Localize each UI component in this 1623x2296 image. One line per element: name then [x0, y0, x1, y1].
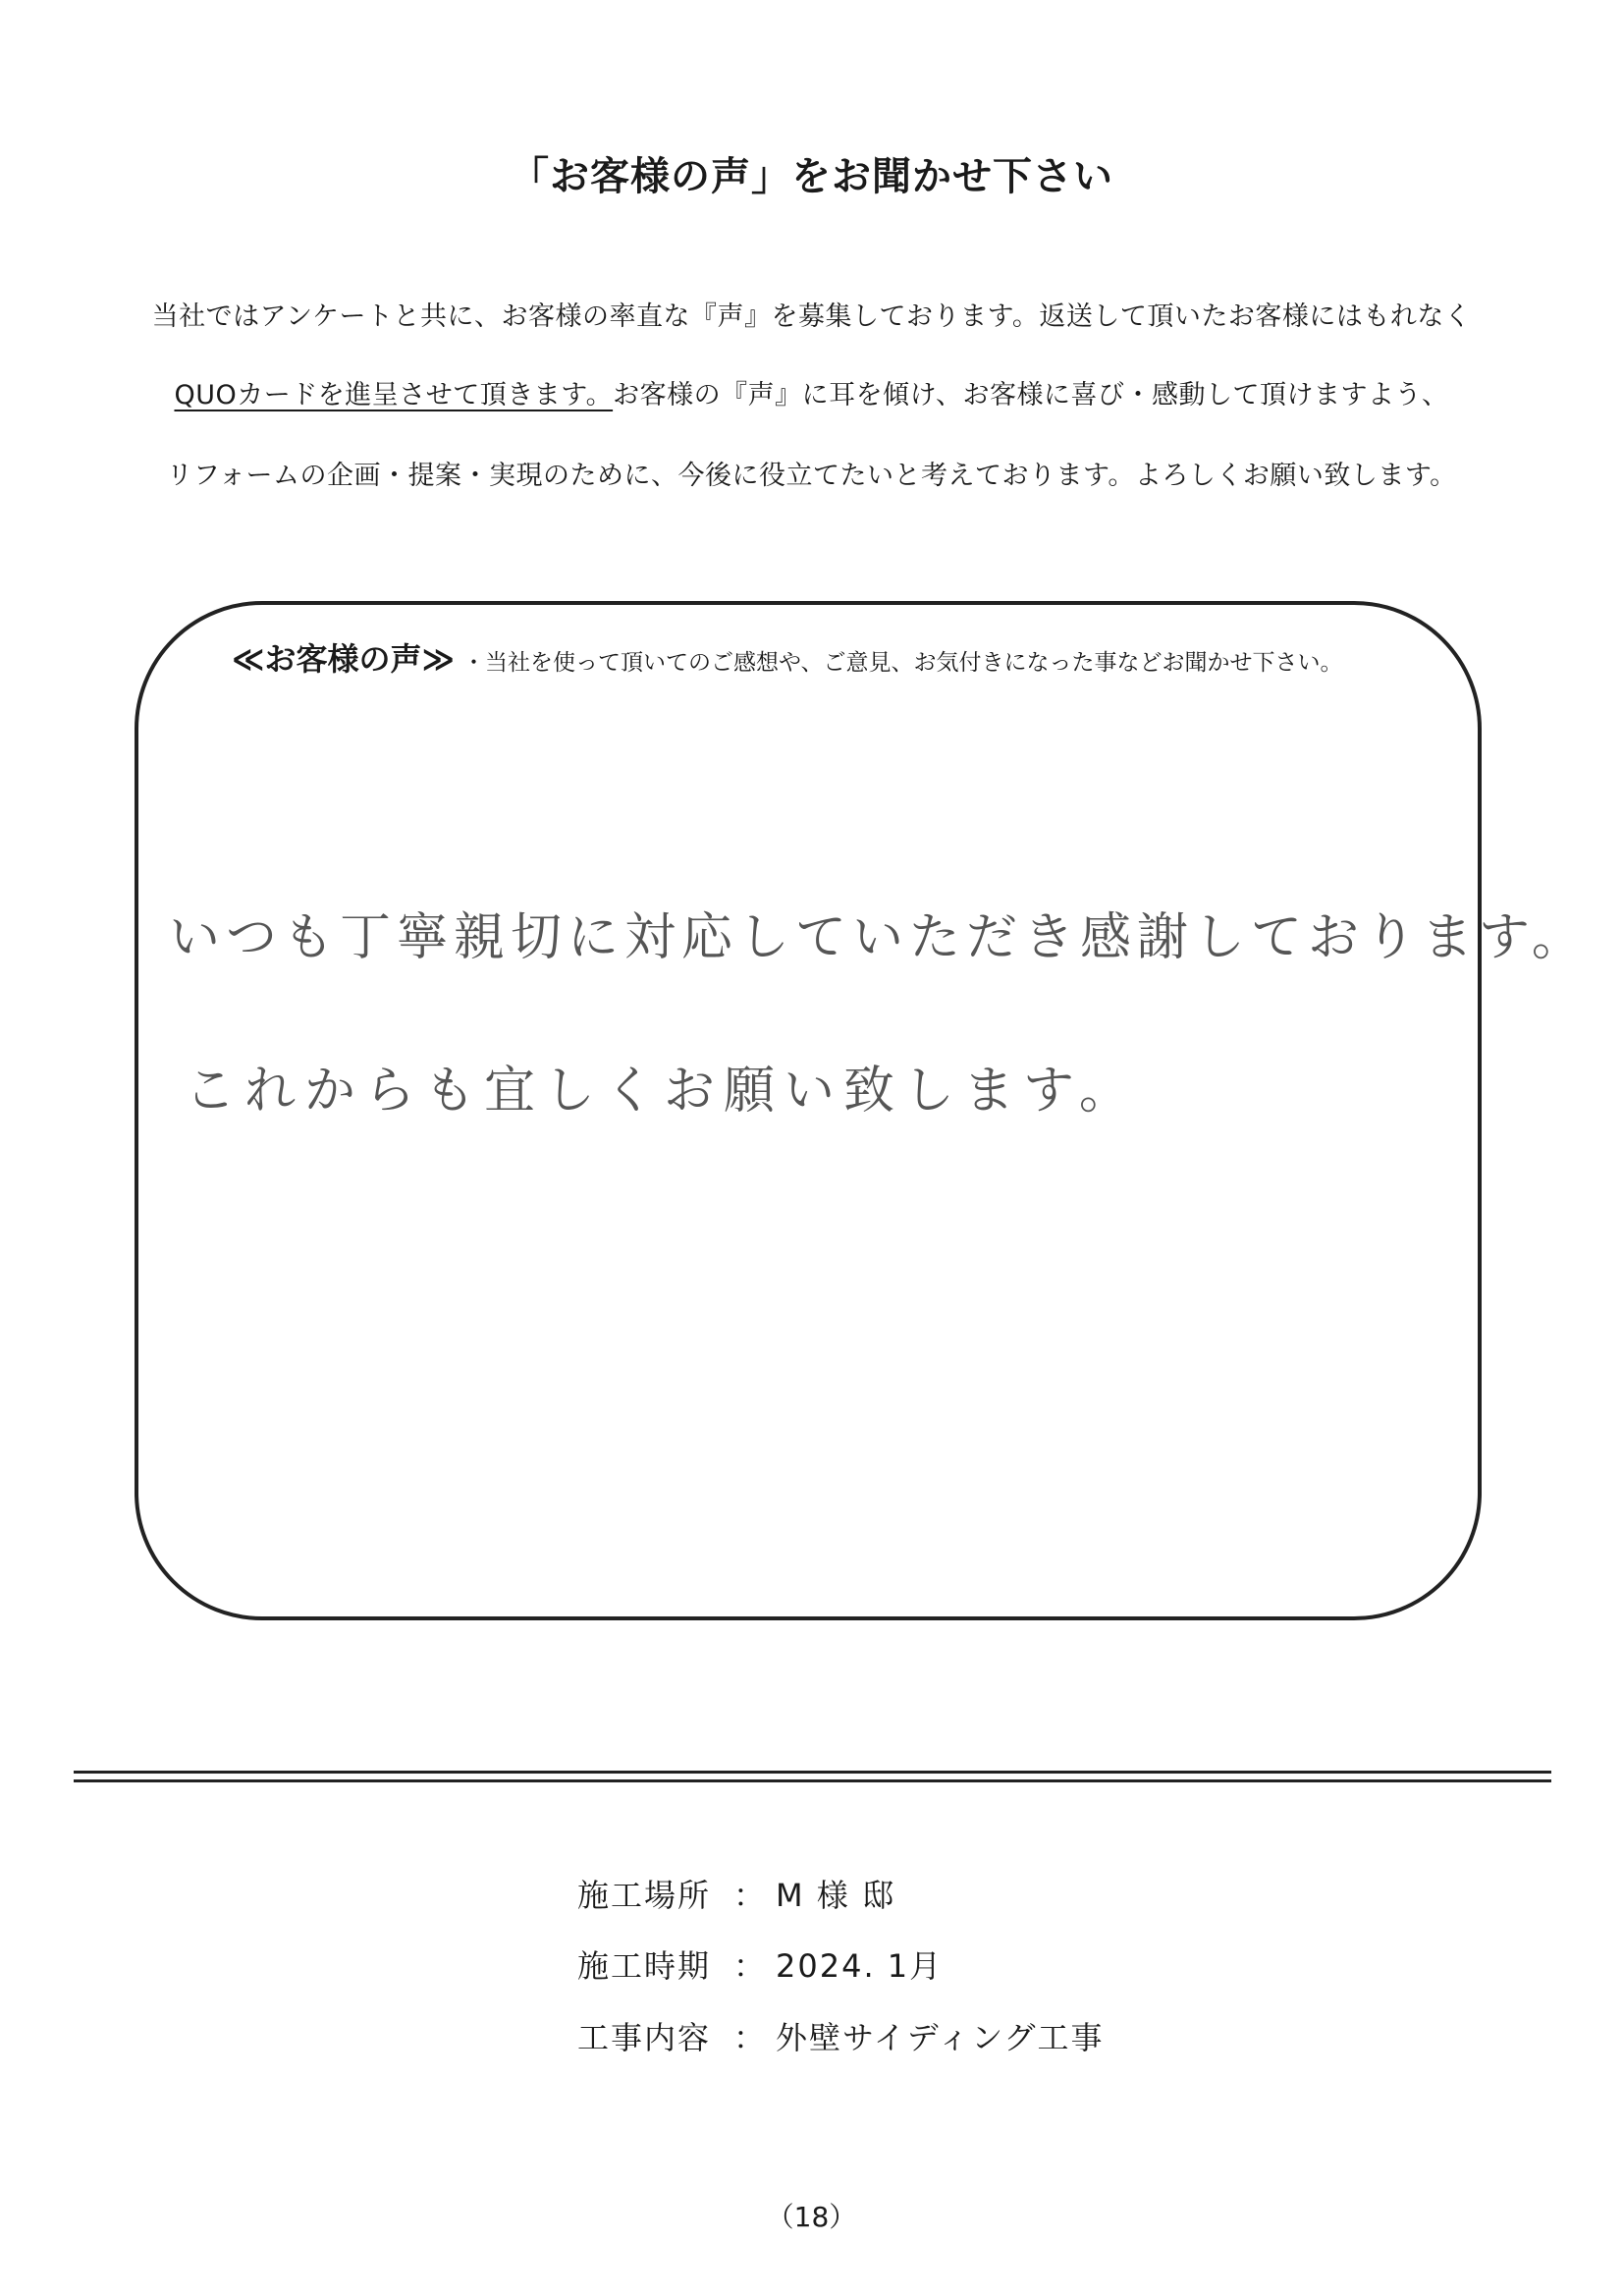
info-separator: ： [732, 1877, 767, 1914]
voice-heading-instruction: ・当社を使って頂いてのご感想や、ご意見、お気付きになった事などお聞かせ下さい。 [462, 650, 1343, 676]
quo-card-note: QUOカードを進呈させて頂きます。 [174, 380, 614, 410]
info-value: 2024. 1月 [776, 1947, 944, 1985]
intro-line-1: 当社ではアンケートと共に、お客様の率直な『声』を募集しております。返送して頂いたお客様にはもれなく [151, 301, 1472, 332]
construction-content [577, 2013, 1105, 2058]
info-value: M 様 邸 [776, 1877, 895, 1914]
info-value: 外壁サイディング工事 [776, 2019, 1105, 2056]
info-separator: ： [732, 2019, 767, 2056]
customer-voice-heading [232, 634, 1343, 680]
intro-line-3: リフォームの企画・提案・実現のために、今後に役立てたいと考えております。よろしくお願い致します。 [166, 461, 1457, 491]
construction-period [577, 1941, 943, 1987]
construction-location [577, 1871, 895, 1916]
page-number: （18） [766, 2201, 857, 2233]
double-rule-top [74, 1771, 1551, 1774]
info-separator: ： [732, 1947, 767, 1985]
voice-heading-title: ≪お客様の声≫ [232, 640, 456, 678]
page-title: 「お客様の声」をお聞かせ下さい [510, 154, 1113, 199]
intro-line-2-rest: お客様の『声』に耳を傾け、お客様に喜び・感動して頂けますよう、 [613, 380, 1449, 410]
info-label: 施工時期 [577, 1947, 712, 1985]
handwritten-comment-line-2: これからも宜しくお願い致します。 [185, 1062, 1139, 1121]
info-label: 施工場所 [577, 1877, 712, 1914]
double-rule-bottom [74, 1779, 1551, 1782]
intro-line-2 [0, 373, 1623, 411]
info-label: 工事内容 [577, 2019, 712, 2056]
handwritten-comment-line-1: いつも丁寧親切に対応していただき感謝しております。 [169, 908, 1589, 967]
